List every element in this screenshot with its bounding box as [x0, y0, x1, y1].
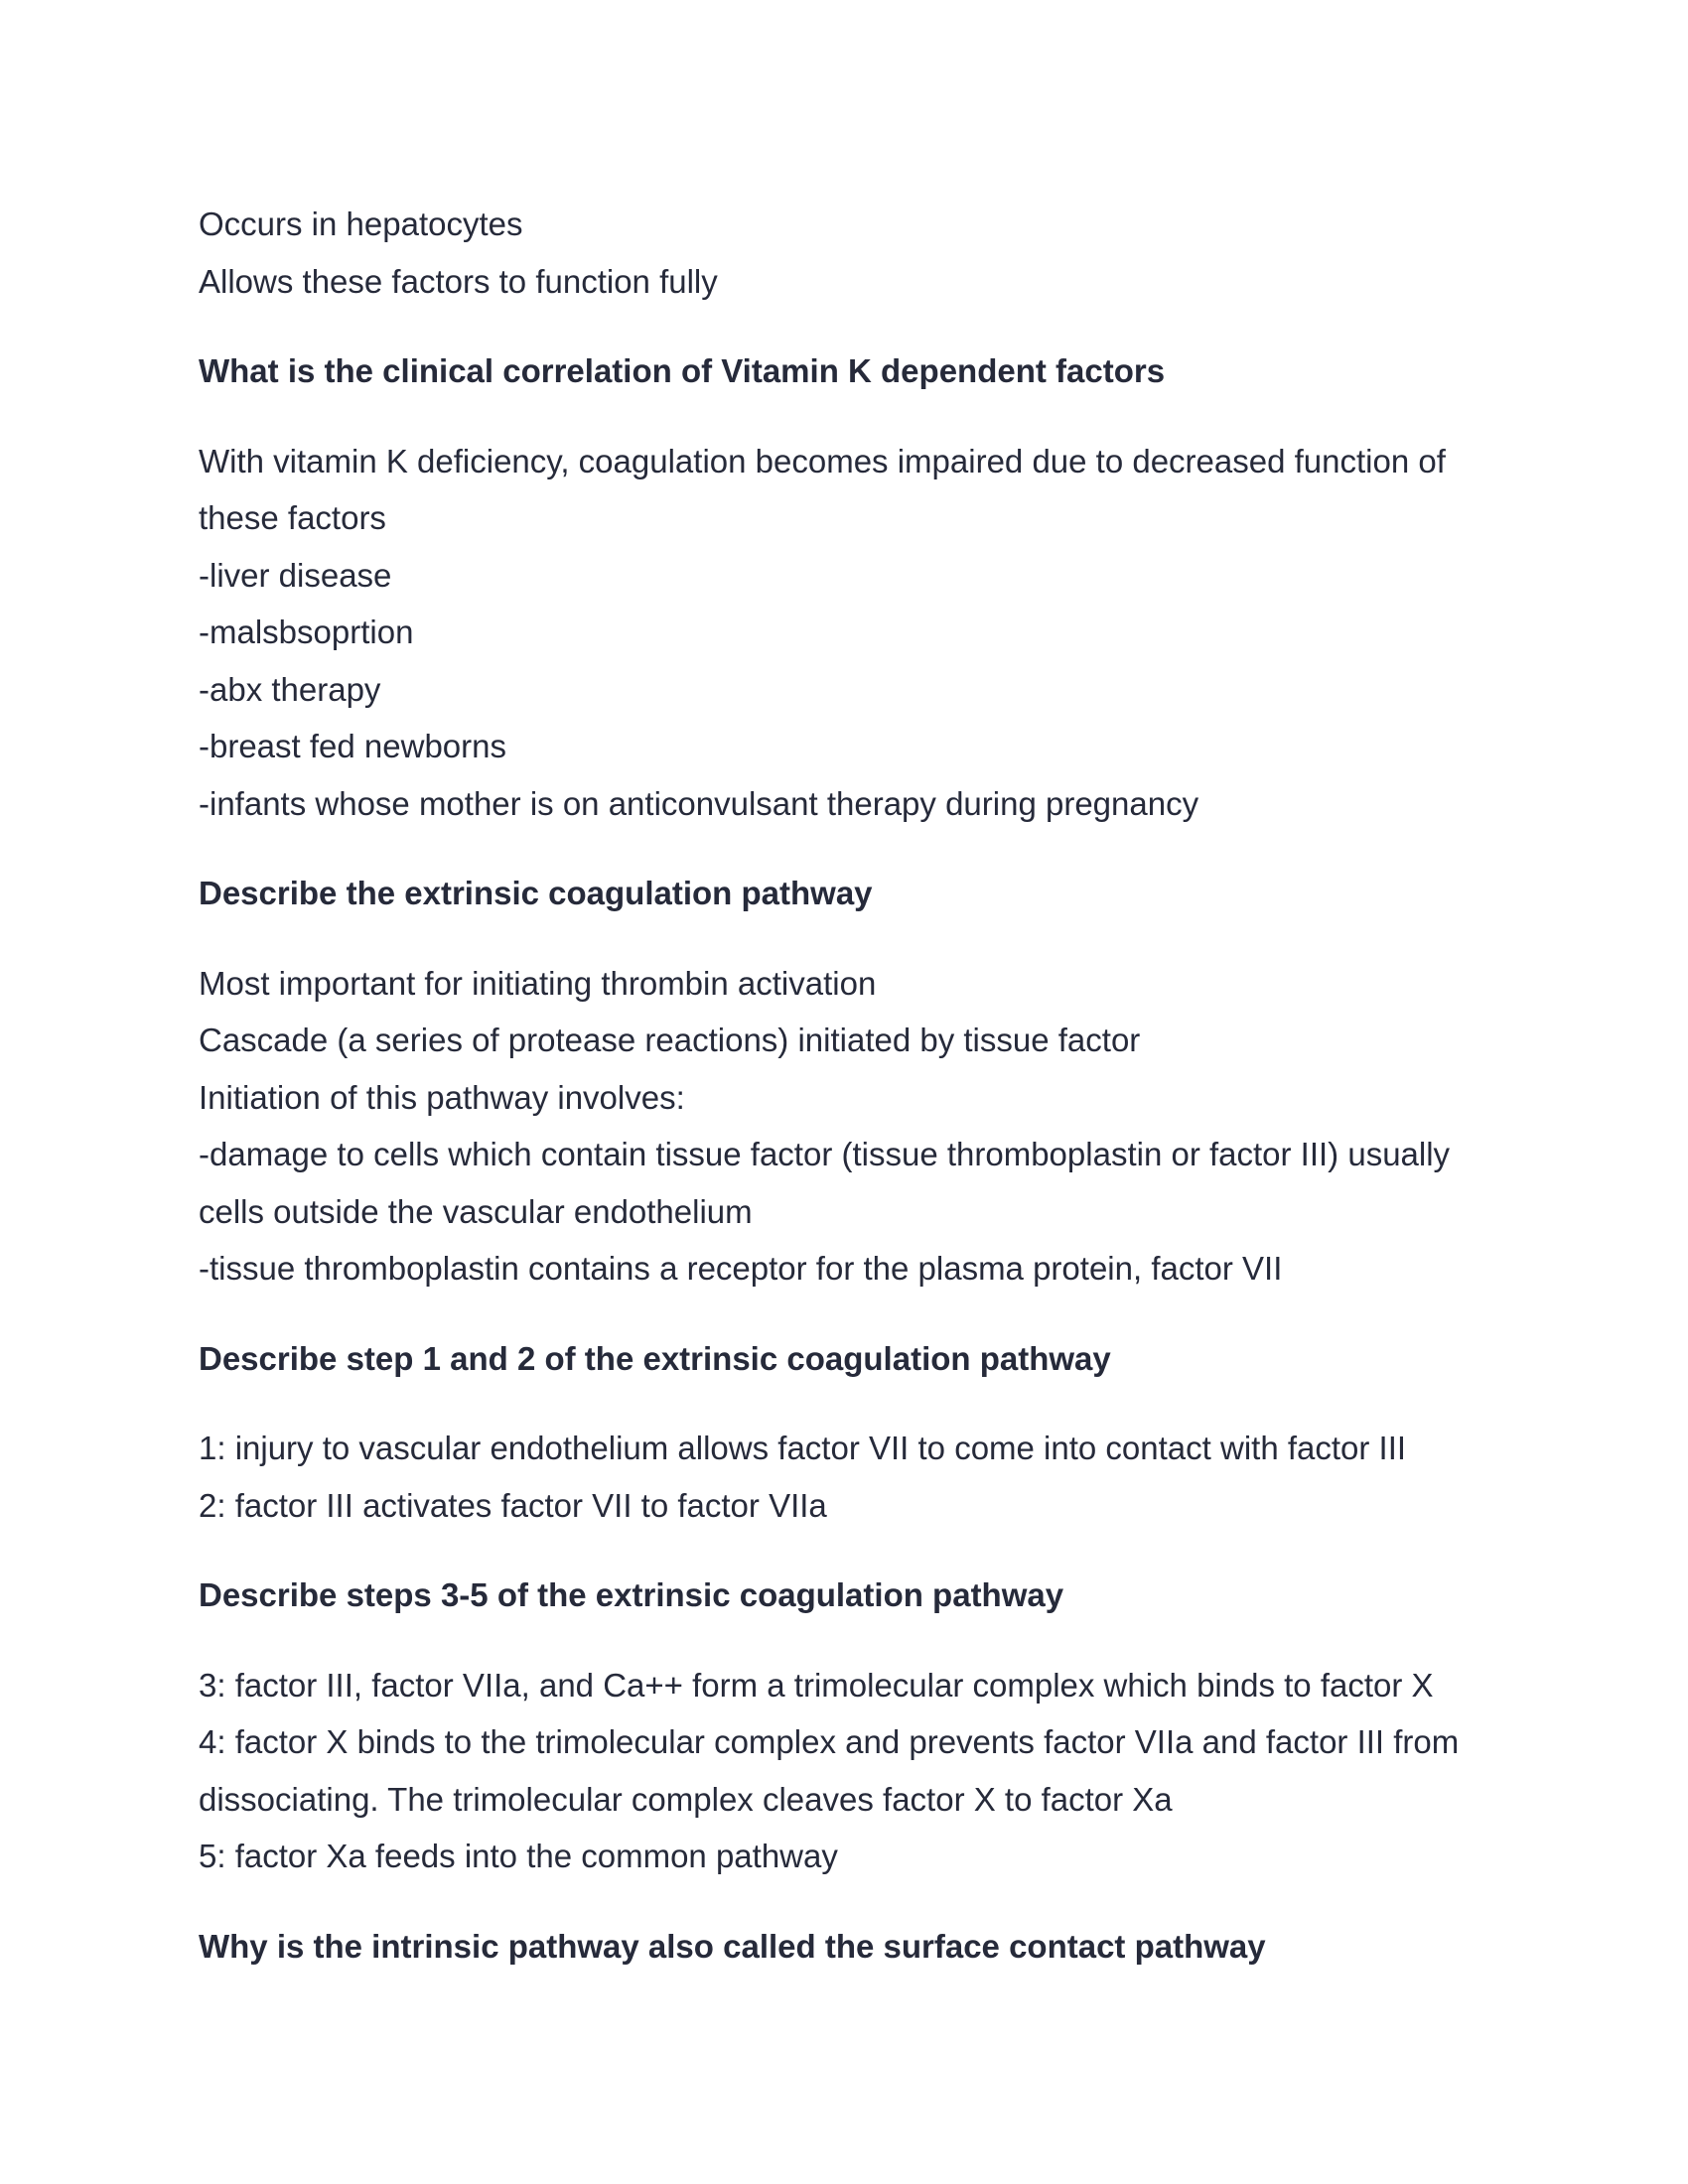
answer-line: -abx therapy: [199, 670, 381, 708]
answer-line: cells outside the vascular endothelium: [199, 1192, 753, 1230]
answer-line: Initiation of this pathway involves:: [199, 1078, 685, 1116]
answer-line: -damage to cells which contain tissue factor (tissue thromboplastin or factor III) usually: [199, 1136, 1451, 1172]
question-heading: Describe steps 3-5 of the extrinsic coagulation pathway: [199, 1576, 1064, 1613]
answer-line: 4: factor X binds to the trimolecular complex and prevents factor VIIa and factor III from: [199, 1723, 1460, 1760]
answer-line: Most important for initiating thrombin activation: [199, 964, 877, 1002]
answer-line: -malsbsoprtion: [199, 614, 414, 650]
question-heading: Why is the intrinsic pathway also called the surface contact pathway: [199, 1927, 1266, 1965]
answer-line: With vitamin K deficiency, coagulation becomes impaired due to decreased function of: [199, 442, 1446, 479]
question-heading: Describe the extrinsic coagulation pathway: [199, 875, 873, 911]
intro-line: Occurs in hepatocytes: [199, 205, 523, 242]
answer-line: 1: injury to vascular endothelium allows factor VII to come into contact with factor III: [199, 1430, 1407, 1466]
answer-line: -liver disease: [199, 556, 392, 594]
intro-line: Allows these factors to function fully: [199, 262, 718, 300]
answer-line: dissociating. The trimolecular complex cleaves factor X to factor Xa: [199, 1780, 1173, 1818]
answer-line: 2: factor III activates factor VII to factor VIIa: [199, 1486, 827, 1524]
answer-line: Cascade (a series of protease reactions) initiated by tissue factor: [199, 1022, 1141, 1058]
answer-line: these factors: [199, 499, 386, 536]
answer-line: -infants whose mother is on anticonvulsant therapy during pregnancy: [199, 784, 1199, 822]
question-heading: What is the clinical correlation of Vitamin K dependent factors: [199, 352, 1166, 389]
answer-line: 3: factor III, factor VIIa, and Ca++ form a trimolecular complex which binds to factor X: [199, 1666, 1434, 1704]
question-heading: Describe step 1 and 2 of the extrinsic coagulation pathway: [199, 1339, 1111, 1377]
answer-line: -breast fed newborns: [199, 728, 507, 764]
answer-line: -tissue thromboplastin contains a receptor for the plasma protein, factor VII: [199, 1250, 1283, 1287]
document-page: [199, 196, 1509, 1975]
answer-line: 5: factor Xa feeds into the common pathway: [199, 1838, 838, 1874]
